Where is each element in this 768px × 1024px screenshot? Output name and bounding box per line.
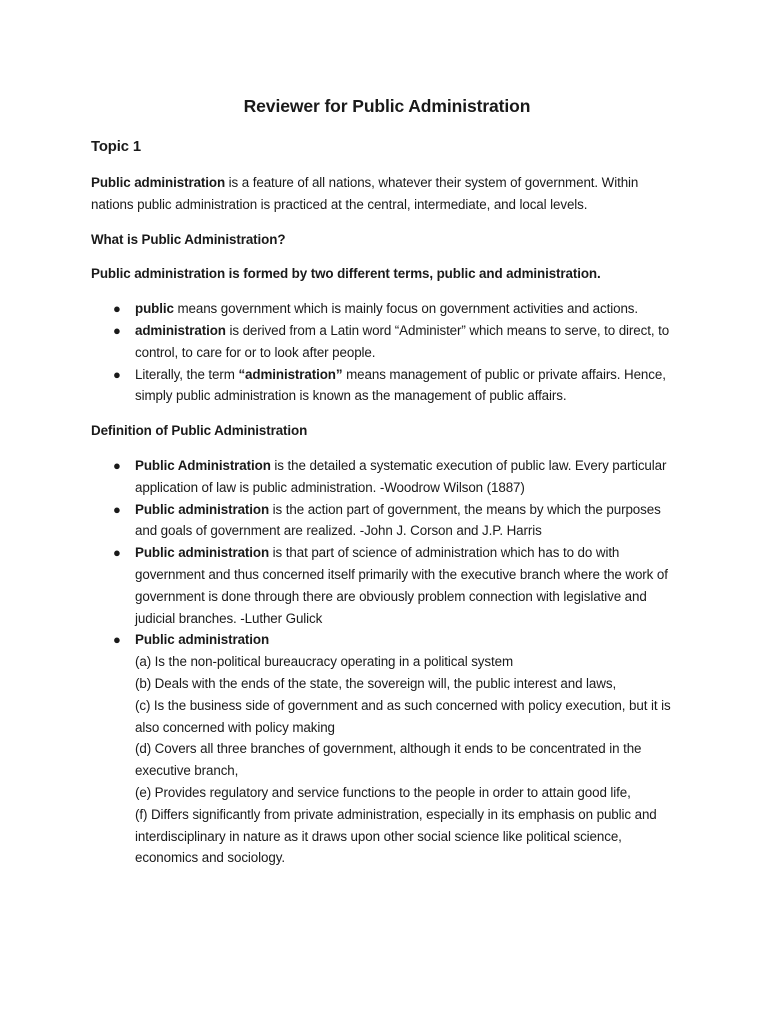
document-title: Reviewer for Public Administration [243, 96, 531, 116]
sub-item-c: (c) Is the business side of government and as such concerned with policy execution, but it is also concerned with policy making [135, 697, 671, 735]
bullet-icon: ● [113, 322, 121, 338]
term-bold: public [135, 301, 174, 317]
sub-item-d: (d) Covers all three branches of government, although it ends to be concentrated in the executive branch, [135, 741, 642, 779]
intro-paragraph [91, 172, 681, 216]
list-item [91, 629, 681, 869]
term-bold: “administration” [238, 366, 343, 382]
definitions-list [91, 455, 681, 869]
term-bold: administration [135, 322, 226, 338]
document-body [91, 94, 681, 882]
bullet-icon: ● [113, 501, 121, 517]
list-item [91, 455, 681, 499]
definition-bold: Public administration [135, 545, 270, 561]
definition-bold: Public administration [135, 632, 270, 648]
sub-item-e: (e) Provides regulatory and service functions to the people in order to attain good life, [135, 784, 631, 800]
definition-bold: Public administration [135, 501, 270, 517]
term-text: is derived from a Latin word “Administer” which means to serve, to direct, to control, to care for or to look after people. [135, 322, 670, 360]
list-item [91, 298, 681, 320]
formed-statement: Public administration is formed by two different terms, public and administration. [91, 266, 601, 282]
definition-heading: Definition of Public Administration [91, 423, 308, 439]
definition-text: is that part of science of administration which has to do with government and thus concerned itself primarily with the executive branch where the work of government is done through there are obviously problem connection with legislative and judicial branches. -Luther Gulick [135, 545, 668, 626]
term-text: means management of public or private affairs. Hence, simply public administration is known as the management of public affairs. [135, 366, 666, 404]
sub-item-a: (a) Is the non-political bureaucracy operating in a political system [135, 654, 513, 670]
term-prefix: Literally, the term [135, 366, 239, 382]
sub-item-f: (f) Differs significantly from private administration, especially in its emphasis on public and interdisciplinary in nature as it draws upon other social science like political science, economics and sociology. [135, 806, 657, 866]
bullet-icon: ● [113, 366, 121, 382]
topic-heading: Topic 1 [91, 139, 141, 155]
terms-list [91, 298, 681, 407]
bullet-icon: ● [113, 301, 121, 317]
question-heading: What is Public Administration? [91, 231, 286, 247]
list-item [91, 542, 681, 629]
list-item [91, 320, 681, 364]
list-item [91, 499, 681, 543]
intro-bold-term: Public administration [91, 175, 226, 190]
list-item [91, 364, 681, 408]
bullet-icon: ● [113, 457, 121, 473]
definition-text: is the detailed a systematic execution of public law. Every particular application of law is public administration. -Woodrow Wilson (1887) [135, 457, 667, 495]
bullet-icon: ● [113, 545, 121, 561]
term-text: means government which is mainly focus on government activities and actions. [173, 301, 639, 317]
intro-text: is a feature of all nations, whatever their system of government. Within nations public administration is practiced at the central, intermediate, and local levels. [91, 175, 639, 212]
definition-bold: Public Administration [135, 457, 271, 473]
bullet-icon: ● [113, 632, 121, 648]
sub-item-b: (b) Deals with the ends of the state, the sovereign will, the public interest and laws, [135, 675, 617, 691]
definition-text: is the action part of government, the means by which the purposes and goals of government are realized. -John J. Corson and J.P. Harris [135, 501, 661, 539]
